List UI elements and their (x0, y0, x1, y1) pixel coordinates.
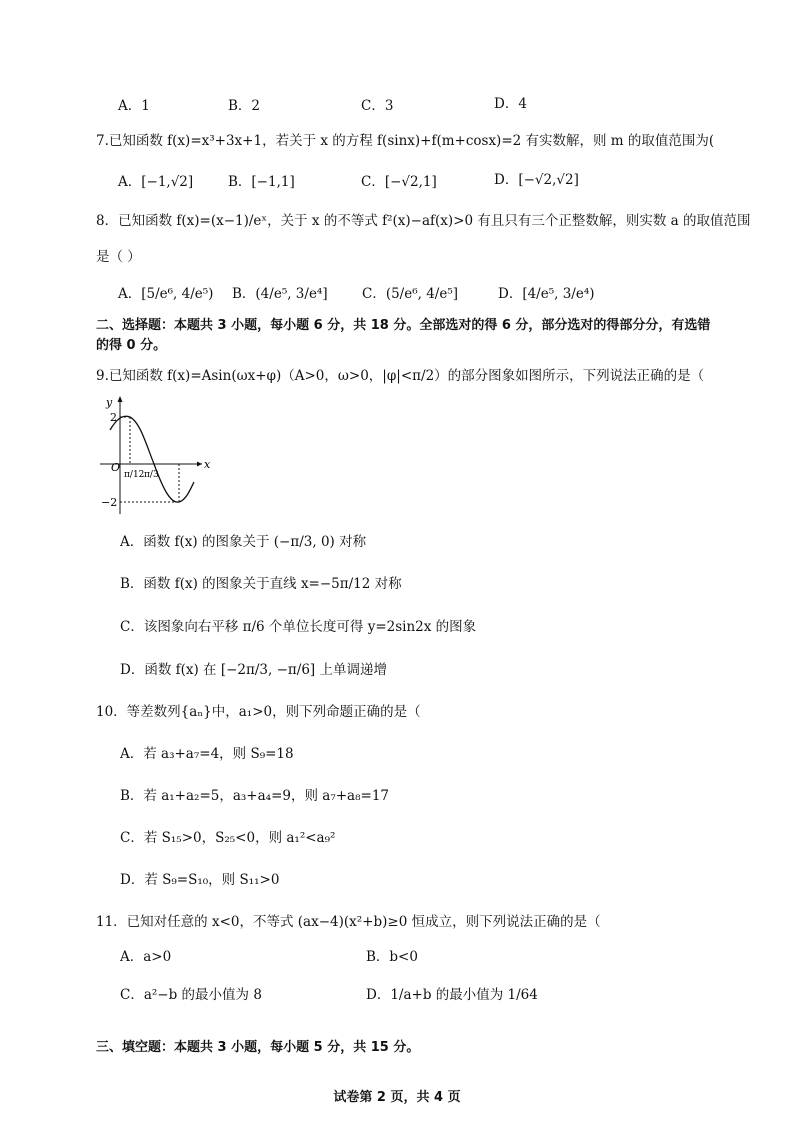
q11-option-d: D．1/a+b 的最小值为 1/64 (366, 987, 538, 1003)
q8-option-b: B．(4/e⁵, 3/e⁴] (232, 286, 328, 302)
q9-option-a: A．函数 f(x) 的图象关于 (−π/3, 0) 对称 (120, 534, 367, 550)
q10-option-a: A．若 a₃+a₇=4，则 S₉=18 (120, 746, 294, 762)
tick-pi-over-12-label: π/12 (124, 470, 145, 480)
q6-option-d: D．4 (494, 96, 527, 112)
q7-option-d: D．[−√2,√2] (494, 172, 579, 188)
section3-heading: 三、填空题：本题共 3 小题，每小题 5 分，共 15 分。 (96, 1040, 420, 1055)
q11-option-a: A．a>0 (120, 949, 172, 965)
q6-option-c: C．3 (361, 98, 394, 114)
q8-stem-continued: 是（ ） (96, 249, 141, 265)
q8-option-a: A．[5/e⁶, 4/e⁵) (118, 286, 214, 302)
q11-option-b: B．b<0 (366, 949, 418, 965)
x-axis-arrow-icon (197, 462, 202, 467)
q6-option-b: B．2 (228, 98, 261, 114)
q10-option-b: B．若 a₁+a₂=5，a₃+a₄=9，则 a₇+a₈=17 (120, 788, 389, 804)
sine-curve (110, 416, 194, 502)
page-footer: 试卷第 2 页，共 4 页 (333, 1090, 461, 1105)
q8-stem: 8．已知函数 f(x)=(x−1)/eˣ，关于 x 的不等式 f²(x)−af(x)>0 有且只有三个正整数解，则实数 a 的取值范围 (96, 213, 751, 229)
x-axis-label: x (204, 458, 211, 471)
section2-heading: 二、选择题：本题共 3 小题，每小题 6 分，共 18 分。全部选对的得 6 分，部分选对的得部分分，有选错 (96, 318, 711, 333)
origin-label: O (111, 461, 121, 474)
q10-option-d: D．若 S₉=S₁₀，则 S₁₁>0 (120, 872, 280, 888)
q7-option-b: B．[−1,1] (228, 174, 295, 190)
q9-option-b: B．函数 f(x) 的图象关于直线 x=−5π/12 对称 (120, 576, 402, 592)
q6-option-a: A．1 (118, 98, 150, 114)
q11-stem: 11．已知对任意的 x<0，不等式 (ax−4)(x²+b)≥0 恒成立，则下列说法正确的是（ (96, 914, 601, 930)
q7-stem: 7.已知函数 f(x)=x³+3x+1，若关于 x 的方程 f(sinx)+f(m+cosx)=2 有实数解，则 m 的取值范围为( (96, 133, 715, 149)
y-max-label: 2 (110, 411, 117, 424)
q9-sine-graph (96, 392, 216, 522)
q11-option-c: C．a²−b 的最小值为 8 (120, 987, 262, 1003)
q7-option-c: C．[−√2,1] (361, 174, 437, 190)
q10-stem: 10．等差数列{aₙ}中，a₁>0，则下列命题正确的是（ (96, 704, 421, 720)
q9-stem: 9.已知函数 f(x)=Asin(ωx+φ)（A>0，ω>0，|φ|<π/2）的部分图象如图所示，下列说法正确的是（ (96, 368, 705, 384)
q10-option-c: C．若 S₁₅>0，S₂₅<0，则 a₁²<a₉² (120, 830, 336, 846)
y-axis-arrow-icon (118, 396, 123, 402)
q7-option-a: A．[−1,√2] (118, 174, 194, 190)
q8-option-d: D．[4/e⁵, 3/e⁴) (498, 286, 595, 302)
y-min-label: −2 (101, 496, 118, 509)
y-axis-label: y (106, 396, 113, 409)
section2-heading-continued: 的得 0 分。 (96, 338, 167, 353)
q9-option-c: C．该图象向右平移 π/6 个单位长度可得 y=2sin2x 的图象 (120, 619, 477, 635)
tick-pi-over-3-label: π/3 (144, 470, 159, 480)
q8-option-c: C．(5/e⁶, 4/e⁵] (362, 286, 459, 302)
q9-option-d: D．函数 f(x) 在 [−2π/3, −π/6] 上单调递增 (120, 662, 387, 678)
